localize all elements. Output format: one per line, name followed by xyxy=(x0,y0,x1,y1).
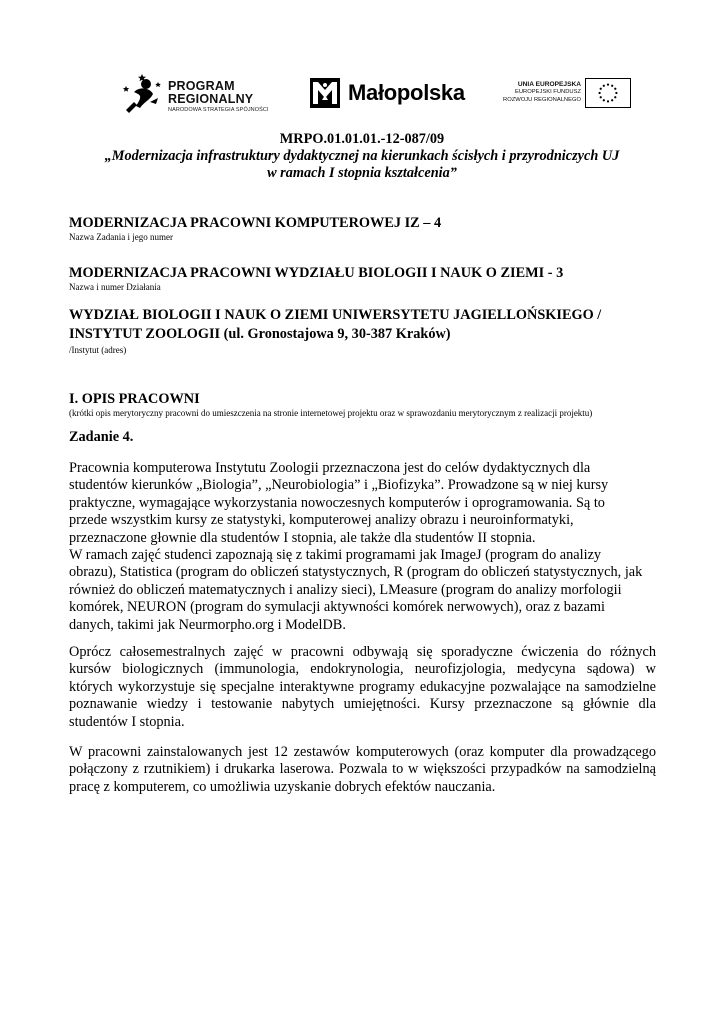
logo-row xyxy=(118,68,638,118)
section-title: I. OPIS PRACOWNI xyxy=(69,391,200,407)
malopolska-crest-icon xyxy=(310,78,340,108)
paragraph-line: W pracowni zainstalowanych jest 12 zestawów komputerowych (oraz komputer dla prowadzącego xyxy=(69,744,656,760)
paragraph-line: również do obliczeń matematycznych i analizy sieci), LMeasure (program do analizy morfologii xyxy=(69,581,622,598)
task-label: Nazwa Zadania i jego numer xyxy=(69,232,173,242)
paragraph-3 xyxy=(69,744,656,796)
action-title: MODERNIZACJA PRACOWNI WYDZIAŁU BIOLOGII I NAUK O ZIEMI - 3 xyxy=(69,265,564,281)
zadanie-block xyxy=(69,428,133,446)
paragraph-2 xyxy=(69,644,656,731)
paragraph-1 xyxy=(69,460,656,634)
institute-line2: INSTYTUT ZOOLOGII (ul. Gronostajowa 9, 30-387 Kraków) xyxy=(69,326,451,342)
eu-logo-line2: EUROPEJSKI FUNDUSZ xyxy=(514,89,581,95)
task-title: MODERNIZACJA PRACOWNI KOMPUTEROWEJ IZ – 4 xyxy=(69,215,442,231)
project-title-line1: „Modernizacja infrastruktury dydaktycznej na kierunkach ścisłych i przyrodniczych UJ xyxy=(104,148,620,164)
eu-logo-line1: UNIA EUROPEJSKA xyxy=(517,81,581,88)
paragraph-line: kursów biologicznych (immunologia, endokrynologia, neurofizjologia, medycyna sądowa) w xyxy=(69,661,656,678)
paragraph-line: przeznaczone głownie dla studentów I stopnia, ale także dla studentów II stopnia. xyxy=(69,529,536,546)
section-block xyxy=(69,390,592,419)
zadanie-heading: Zadanie 4. xyxy=(69,429,134,445)
action-block xyxy=(69,264,563,293)
paragraph-line: Oprócz całosemestralnych zajęć w pracowni odbywają się sporadyczne ćwiczenia do różnych xyxy=(69,644,656,660)
malopolska-logo xyxy=(310,78,475,112)
task-block xyxy=(69,214,441,243)
paragraph-line: przede wszystkim kursy ze statystyki, komputerowej analizy obrazu i neuroinformatyki, xyxy=(69,512,574,529)
paragraph-line: połączony z rzutnikiem) i drukarka laserowa. Pozwala to w większości przypadków na samodzielną xyxy=(69,761,656,778)
paragraph-line: obrazu), Statistica (program do obliczeń statystycznych, R (program do obliczeń statystycznych, jak xyxy=(69,564,643,581)
paragraph-line: danych, takimi jak Neurmorpho.org i ModelDB. xyxy=(69,616,346,633)
paragraph-line: Pracownia komputerowa Instytutu Zoologii przeznaczona jest do celów dydaktycznych dla xyxy=(69,460,591,476)
program-logo-line1: PROGRAM xyxy=(168,79,235,93)
paragraph-line: komórek, NEURON (program do symulacji aktywności komórek nerwowych), oraz z bazami xyxy=(69,599,605,616)
program-regionalny-logo xyxy=(118,72,288,116)
section-note: (krótki opis merytoryczny pracowni do umieszczenia na stronie internetowej projektu oraz w sprawozdaniu merytorycznym z realizacji projektu) xyxy=(69,408,593,418)
institute-line1: WYDZIAŁ BIOLOGII I NAUK O ZIEMI UNIWERSYTETU JAGIELLOŃSKIEGO / xyxy=(69,307,602,323)
malopolska-logo-text: Małopolska xyxy=(348,80,465,105)
paragraph-line: W ramach zajęć studenci zapoznają się z takimi programami jak ImageJ (program do analizy xyxy=(69,547,602,564)
paragraph-line: poznawanie wiedzy i testowanie nabytych umiejętności. Kursy przeznaczone są głównie dla xyxy=(69,696,656,713)
eu-logo xyxy=(493,78,633,110)
paragraph-line: pracę z komputerem, co umożliwia uzyskanie dobrych efektów nauczania. xyxy=(69,778,496,795)
paragraph-line: których wykorzystuje się specjalne interaktywne programy edukacyjne pozwalające na samodzielne xyxy=(69,678,656,695)
project-title-line2: w ramach I stopnia kształcenia” xyxy=(267,165,457,181)
program-logo-line2: REGIONALNY xyxy=(168,92,254,106)
institute-block xyxy=(69,306,601,356)
institute-label: /Instytut (adres) xyxy=(69,345,127,355)
paragraph-line: studentów kierunków „Biologia”, „Neurobiologia” i „Biofizyka”. Prowadzone są w niej kursy xyxy=(69,477,609,494)
paragraph-line: praktyczne, wymagające wykorzystania nowoczesnych komputerów i oprogramowania. Są to xyxy=(69,494,605,511)
eu-logo-line3: ROZWOJU REGIONALNEGO xyxy=(503,96,581,103)
program-regionalny-emblem-icon xyxy=(120,72,164,116)
project-code: MRPO.01.01.01.-12-087/09 xyxy=(279,131,445,147)
program-logo-line3: NARODOWA STRATEGIA SPÓJNOŚCI xyxy=(168,107,269,113)
paragraph-line: studentów I stopnia. xyxy=(69,713,185,730)
action-label: Nazwa i numer Działania xyxy=(69,282,161,292)
eu-flag-icon xyxy=(585,78,631,108)
